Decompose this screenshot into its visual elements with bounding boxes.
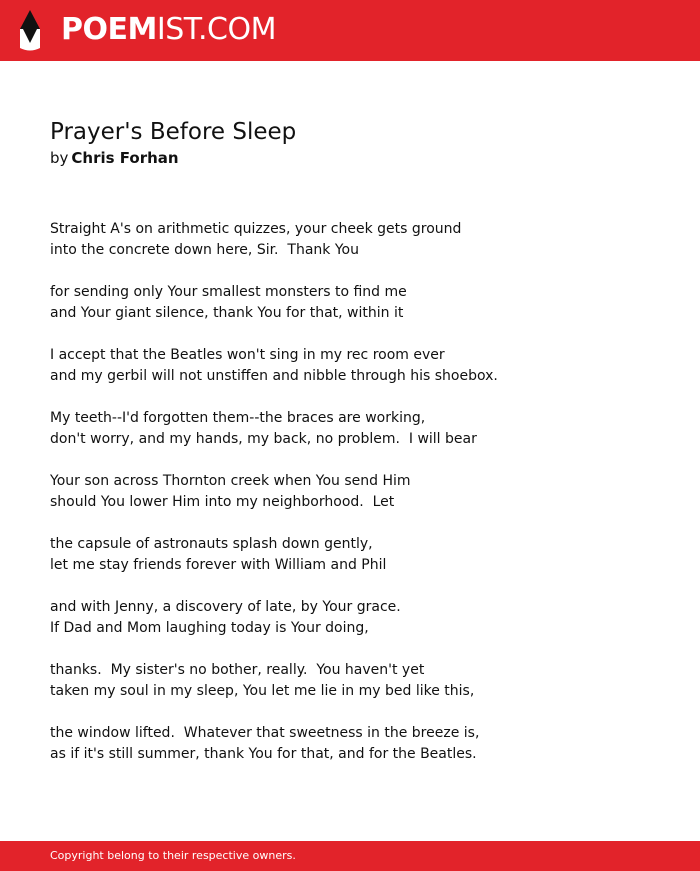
- pen-nib-icon[interactable]: [17, 10, 43, 52]
- poem-line: taken my soul in my sleep, You let me lie in my bed like this,: [50, 683, 475, 699]
- poem-line: Straight A's on arithmetic quizzes, your cheek gets ground: [50, 221, 462, 237]
- site-header: [0, 0, 700, 61]
- poem-line: let me stay friends forever with William and Phil: [50, 557, 387, 573]
- stanza-5: [50, 471, 670, 513]
- stanza-9: [50, 723, 670, 765]
- poem-line: thanks. My sister's no bother, really. You haven't yet: [50, 662, 425, 678]
- poem-line: If Dad and Mom laughing today is Your doing,: [50, 620, 369, 636]
- brand-logo[interactable]: [61, 12, 276, 48]
- brand-name-light: IST.COM: [156, 12, 276, 47]
- poem-line: and my gerbil will not unstiffen and nibble through his shoebox.: [50, 368, 498, 384]
- poem-line: Your son across Thornton creek when You send Him: [50, 473, 411, 489]
- stanza-1: [50, 219, 670, 261]
- byline-label: by: [50, 149, 69, 167]
- stanza-4: [50, 408, 670, 450]
- poem-line: don't worry, and my hands, my back, no problem. I will bear: [50, 431, 477, 447]
- stanza-2: [50, 282, 670, 324]
- poem-line: My teeth--I'd forgotten them--the braces are working,: [50, 410, 426, 426]
- stanza-6: [50, 534, 670, 576]
- poem-line: and with Jenny, a discovery of late, by Your grace.: [50, 599, 401, 615]
- copyright-notice: Copyright belong to their respective owners.: [50, 849, 296, 862]
- poem-line: I accept that the Beatles won't sing in my rec room ever: [50, 347, 445, 363]
- poem-author: Chris Forhan: [71, 149, 179, 167]
- stanza-7: [50, 597, 670, 639]
- stanza-3: [50, 345, 670, 387]
- stanza-8: [50, 660, 670, 702]
- poem-title: Prayer's Before Sleep: [50, 119, 297, 145]
- poem-line: into the concrete down here, Sir. Thank You: [50, 242, 359, 258]
- poem-line: and Your giant silence, thank You for that, within it: [50, 305, 404, 321]
- brand-name-bold: POEM: [61, 12, 157, 47]
- poem-line: the capsule of astronauts splash down gently,: [50, 536, 373, 552]
- poem-line: should You lower Him into my neighborhood. Let: [50, 494, 395, 510]
- poem-line: the window lifted. Whatever that sweetness in the breeze is,: [50, 725, 480, 741]
- poem-line: for sending only Your smallest monsters to find me: [50, 284, 407, 300]
- poem-byline: [50, 148, 179, 168]
- poem-body: [50, 219, 670, 786]
- site-footer: [0, 841, 700, 871]
- poem-line: as if it's still summer, thank You for that, and for the Beatles.: [50, 746, 477, 762]
